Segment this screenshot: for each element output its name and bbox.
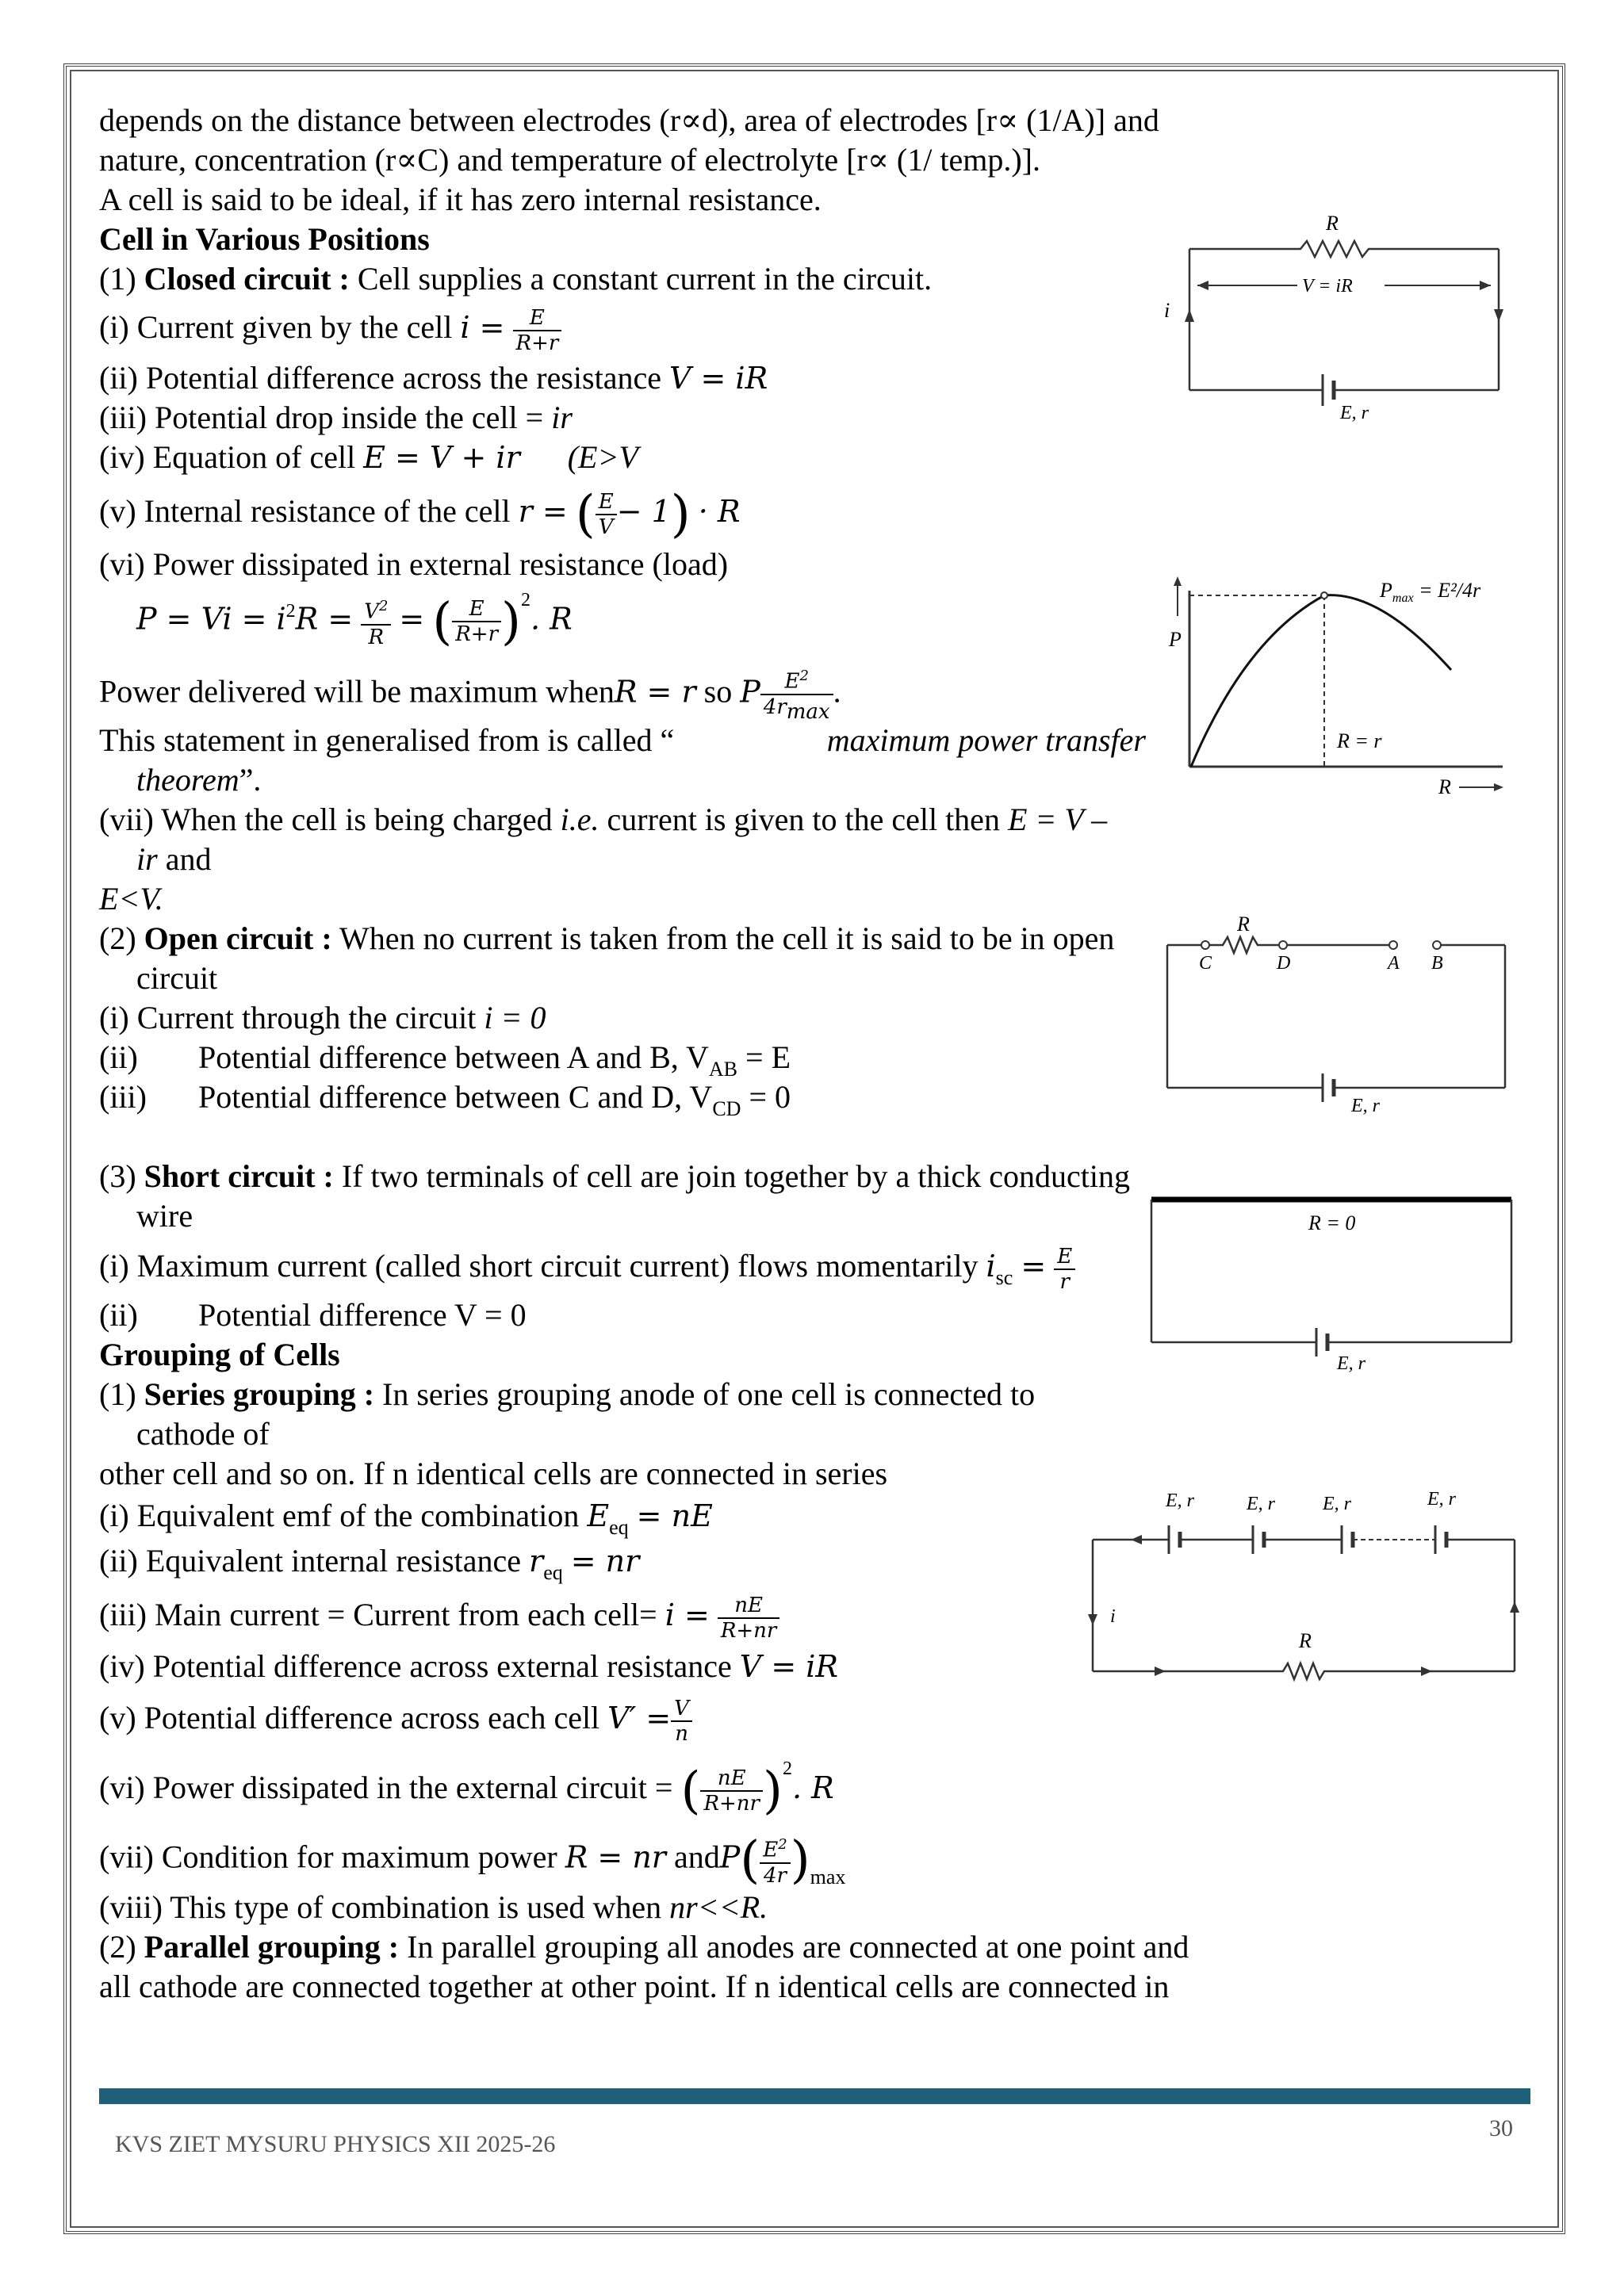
max-power-line: Power delivered will be maximum whenR = r so P $\frac{E^2}{4r_{max}}$ .: [99, 664, 841, 724]
diagram-label-Er: E, r: [1340, 403, 1369, 423]
text-line: depends on the distance between electrodes (r∝d), area of electrodes [r∝ (1/A)] and: [99, 102, 1159, 138]
resistor-label: R: [1299, 1629, 1312, 1652]
current-arrow: [1185, 309, 1194, 322]
parallel-grouping-line-2: all cathode are connected together at other point. If n identical cells are connected in: [99, 1969, 1170, 2004]
short-circuit-ii: (ii) Potential difference V = 0: [99, 1297, 527, 1333]
closed-circuit-ii: (ii) Potential difference across the resistance V = iR: [99, 360, 768, 396]
page-number: 30: [1489, 2115, 1513, 2141]
open-circuit-line-2: circuit: [136, 960, 218, 996]
current-arrow: [1494, 309, 1503, 322]
short-circuit-line: (3) Short circuit : If two terminals of cell are join together by a thick conducting: [99, 1158, 1130, 1194]
open-circuit-line: (2) Open circuit : When no current is taken from the cell it is said to be in open: [99, 920, 1115, 956]
label-D: D: [1277, 953, 1291, 974]
parallel-grouping-line: (2) Parallel grouping : In parallel grouping all anodes are connected at one point and: [99, 1929, 1189, 1965]
section-heading: Grouping of Cells: [99, 1337, 340, 1372]
closed-circuit-vii: (vii) When the cell is being charged i.e. current is given to the cell then E = V –: [99, 802, 1108, 837]
closed-circuit-diagram: [1150, 206, 1522, 436]
pmax-label: $P_{max} = E^2/4r$: [1380, 579, 1481, 605]
label-C: C: [1199, 953, 1212, 974]
mpt-line-2: theorem”.: [136, 762, 262, 798]
series-grouping-line: (1) Series grouping : In series grouping anode of one cell is connected to: [99, 1376, 1036, 1412]
resistor-zigzag: [1189, 241, 1499, 257]
series-grouping-line-3: other cell and so on. If n identical cells are connected in series: [99, 1456, 888, 1491]
series-v: (v) Potential difference across each cell V′ = $\frac{V}{n}$: [99, 1697, 692, 1746]
open-circuit-diagram: [1150, 912, 1522, 1126]
diagram-label-R: R: [1326, 212, 1339, 235]
diagram-label-i: i: [1164, 299, 1170, 322]
closed-circuit-iv: (iv) Equation of cell E = V + ir (E>V: [99, 439, 638, 475]
closed-circuit-v: (v) Internal resistance of the cell r = ( $\frac{E}{V}$ − 1) · R: [99, 485, 741, 544]
series-grouping-line-2: cathode of: [136, 1416, 270, 1452]
closed-circuit-iii: (iii) Potential drop inside the cell = ir: [99, 400, 573, 435]
closed-circuit-vi: (vi) Power dissipated in external resistance (load): [99, 546, 729, 582]
closed-circuit-i: (i) Current given by the cell i = $\frac{E}{R+r}$: [99, 306, 561, 355]
cell-label: E, r: [1247, 1494, 1275, 1514]
short-circuit-diagram: [1142, 1193, 1522, 1391]
power-curve: [1191, 595, 1451, 767]
footer-text: KVS ZIET MYSURU PHYSICS XII 2025-26: [115, 2131, 556, 2157]
cell-label: E, r: [1323, 1494, 1351, 1514]
current-label: i: [1110, 1606, 1116, 1627]
short-circuit-i: (i) Maximum current (called short circuit current) flows momentarily $i_{sc}$ = $\frac{E}{r}$: [99, 1245, 1075, 1294]
text-line: nature, concentration (r∝C) and temperature of electrolyte [r∝ (1/ temp.)].: [99, 142, 1040, 178]
arrow-head: [1197, 281, 1208, 290]
r-axis-label: R: [1438, 775, 1451, 798]
r-zero-label: R = 0: [1308, 1211, 1356, 1234]
series-iii: (iii) Main current = Current from each cell= i = $\frac{nE}{R+nr}$: [99, 1594, 779, 1643]
closed-circuit-vii-3: E<V.: [99, 881, 163, 916]
r-eq-r-label: R = r: [1337, 729, 1382, 752]
diagram-label-ViR: V = iR: [1302, 276, 1353, 297]
series-ii: (ii) Equivalent internal resistance $r_{eq}$ = nr: [99, 1543, 640, 1584]
short-circuit-line-2: wire: [136, 1198, 193, 1234]
footer-bar: [99, 2088, 1530, 2104]
diagram-label-R: R: [1237, 913, 1250, 936]
diagram-label-Er: E, r: [1351, 1096, 1380, 1116]
cell-label: E, r: [1427, 1489, 1456, 1510]
power-formula: $P = Vi = i^2R$ = $\frac{V^2}{R}$ = ( $\frac{E}{R+r}$ )$^2$. R: [136, 589, 573, 652]
series-iv: (iv) Potential difference across external resistance V = iR: [99, 1648, 839, 1684]
cell-label: E, r: [1166, 1490, 1194, 1511]
series-vi: (vi) Power dissipated in the external circuit = ( $\frac{nE}{R+nr}$ )$^2$. R: [99, 1758, 834, 1820]
series-grouping-diagram: [1086, 1483, 1530, 1697]
p-axis-label: P: [1169, 628, 1182, 651]
label-B: B: [1431, 953, 1443, 974]
label-A: A: [1388, 953, 1400, 974]
closed-circuit-vii-2: ir and: [136, 841, 212, 877]
series-vii: (vii) Condition for maximum power R = nr andP( $\frac{E^2}{4r}$ )$_{max}$: [99, 1831, 846, 1890]
mpt-line: This statement in generalised from is called “ maximum power transfer: [99, 722, 1146, 758]
open-circuit-iii: (iii) Potential difference between C and D, $V_{CD} = 0$: [99, 1079, 791, 1120]
closed-circuit-line: (1) Closed circuit : Cell supplies a constant current in the circuit.: [99, 261, 933, 297]
power-graph: [1150, 559, 1522, 805]
series-i: (i) Equivalent emf of the combination $E_{eq}$ = nE: [99, 1498, 713, 1539]
section-heading: Cell in Various Positions: [99, 221, 430, 257]
arrow-head: [1480, 281, 1491, 290]
series-viii: (viii) This type of combination is used when nr<<R.: [99, 1889, 768, 1925]
text-line: A cell is said to be ideal, if it has zero internal resistance.: [99, 182, 822, 217]
diagram-label-Er: E, r: [1337, 1353, 1365, 1374]
open-circuit-ii: (ii) Potential difference between A and B, $V_{AB} = E$: [99, 1039, 791, 1081]
open-circuit-i: (i) Current through the circuit i = 0: [99, 1000, 546, 1035]
